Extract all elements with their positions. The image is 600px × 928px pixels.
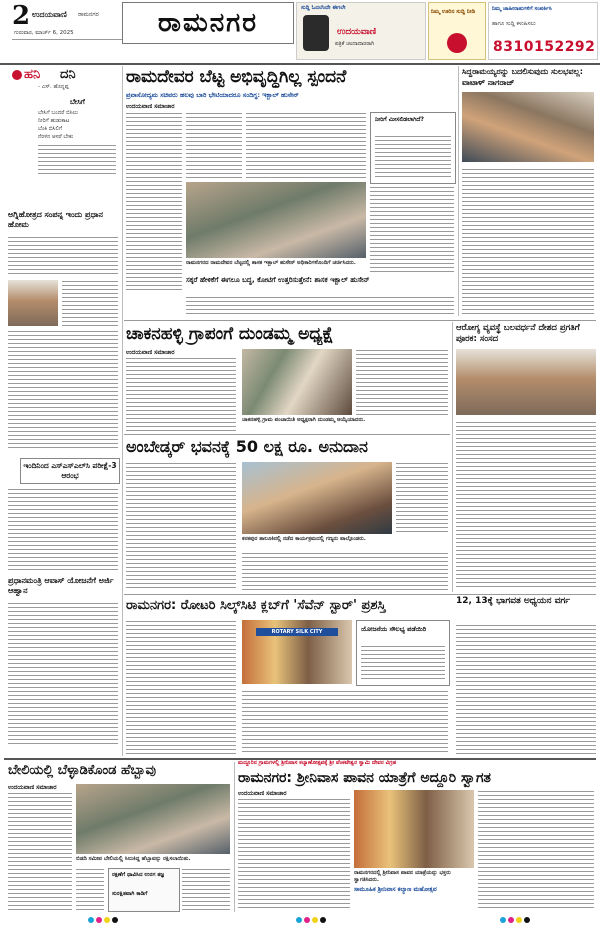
left-column-rule — [122, 66, 123, 756]
rotary-box-body — [361, 645, 445, 681]
column-hani-dani — [8, 68, 118, 218]
lead-photo-caption: ರಾಮನಗರದ ರಾಮದೇವರ ಬೆಟ್ಟದಲ್ಲಿ ಶಾಸಕ ಇಕ್ಬಾಲ್ ಹುಸೇನ್ ಅಧಿಕಾರಿಗಳೊಂದಿಗೆ ಚರ್ಚಿಸಿದರು. — [186, 260, 356, 266]
ad-subscribe-line1: ಸುದ್ದಿ ಓದಲೆಂದೇ ಈಗಲೇ — [301, 5, 346, 11]
pm-headline: ಪ್ರಧಾನಮಂತ್ರಿ ಆವಾಸ್ ಯೋಜನೆಗೆ ಅರ್ಜಿ ಆಹ್ವಾನ — [8, 576, 114, 595]
chakanahalli-caption: ಚಾಕನಹಳ್ಳಿ ಗ್ರಾಮ ಪಂಚಾಯಿತಿ ಅಧ್ಯಕ್ಷರಾಗಿ ದುಂಡಮ್ಮ ಆಯ್ಕೆಯಾದರು. — [242, 417, 366, 423]
ad-subscribe-line2: ಉದಯವಾಣಿ — [337, 27, 377, 37]
poem-line: ನೀರಿಗೆ ಹುಡುಕಾಟ — [38, 118, 70, 124]
classes-headline: 12, 13ಕ್ಕೆ ಭಾಗವತ ಅಧ್ಯಯನ ವರ್ಗ — [456, 596, 570, 606]
story-sslc — [8, 458, 118, 573]
srinivasa-caption: ರಾಮನಗರದಲ್ಲಿ ಶ್ರೀನಿವಾಸ ಪಾವನ ಯಾತ್ರೆಯನ್ನು ಭಕ್ತರು ಸ್ವಾಗತಿಸಿದರು. — [354, 870, 451, 883]
hani-author: - ಎಸ್. ಹೊನ್ನಪ್ಪ — [38, 84, 69, 90]
chakanahalli-byline: ಉದಯವಾಣಿ ಸಮಾಚಾರ — [126, 349, 175, 356]
story-srinivasa — [238, 760, 594, 912]
ad-contact[interactable] — [488, 2, 598, 60]
leopard-body-2 — [182, 868, 230, 910]
story-leopard — [8, 762, 230, 912]
lead-box-title: ನೀರಿಗೆ ಮೀಸಲಿಡಲಾಗಿದೆ? — [375, 116, 424, 123]
lead-body-col1 — [126, 112, 182, 292]
sslc-body — [8, 488, 118, 572]
rotary-banner: ROTARY SILK CITY — [256, 628, 338, 636]
chakanahalli-body-2 — [356, 349, 448, 415]
story-health — [456, 323, 596, 591]
story-pm-awas — [8, 576, 118, 746]
poem-line: ನೆರಳಿನ ಆಸರೆ ಬೇಕು — [38, 134, 74, 140]
hani-title-a: ಹನಿ — [24, 67, 41, 82]
srinivasa-subhead: ಸಾಮೂಹಿಕ ಶ್ರೀನಿವಾಸ ಕಲ್ಯಾಣ ಮಹೋತ್ಸವ — [354, 886, 437, 893]
right-top-headline: ಸಿದ್ದರಾಮಯ್ಯರನ್ನು ಬದಲಿಸುವುದು ಸುಲಭವಲ್ಲ: ವಾಟಾಳ್ ನಾಗರಾಜ್ — [462, 67, 583, 87]
ambedkar-body-3 — [242, 552, 448, 590]
lead-byline: ಉದಯವಾಣಿ ಸಮಾಚಾರ — [126, 103, 175, 110]
agni-body-2 — [62, 280, 118, 326]
rotary-box — [356, 620, 450, 686]
leopard-body — [8, 792, 72, 910]
lead-subheadline: ಪ್ರವಾಸೋದ್ಯಮ ಸಚಿವರು ಹಲವು ಬಾರಿ ಭೇಟಿಯಾದರೂ ಸಂದಿಗ್ಧ: ಇಕ್ಬಾಲ್ ಹುಸೇನ್ — [126, 91, 299, 99]
classes-body — [456, 624, 596, 754]
story-agni — [8, 210, 118, 455]
ad-contact-phone: 8310152292 — [493, 39, 596, 55]
issue-date: ಗುರುವಾರ, ಮಾರ್ಚ್ 6, 2025 — [14, 30, 74, 36]
leopard-caption: ಬಿಡದಿ ಸಮೀಪ ಬೇಲಿಯಲ್ಲಿ ಸಿಲುಕಿದ್ದ ಹೆಬ್ಬಾವನ್ನು ರಕ್ಷಿಸಲಾಯಿತು. — [76, 856, 191, 862]
poem-title: ಬೇಸಿಗೆ — [70, 98, 85, 106]
rule-row-4 — [124, 594, 596, 595]
right-top-body — [462, 168, 594, 316]
print-marks — [0, 914, 600, 928]
ambedkar-headline: ಅಂಬೇಡ್ಕರ್ ಭವನಕ್ಕೆ 50 ಲಕ್ಷ ರೂ. ಅನುದಾನ — [126, 437, 368, 456]
rule-row-2 — [124, 320, 596, 321]
rotary-body-2 — [242, 690, 448, 754]
chakanahalli-headline: ಚಾಕನಹಳ್ಳಿ ಗ್ರಾಪಂಗೆ ದುಂಡಮ್ಮ ಅಧ್ಯಕ್ಷೆ — [126, 324, 334, 344]
ad-news-text: ನಿಮ್ಮ ಊರಿನ ಸುದ್ದಿ ನೀಡಿ — [431, 9, 476, 15]
health-photo — [456, 349, 596, 415]
ambedkar-body-2 — [396, 462, 448, 534]
lead-photo — [186, 182, 366, 258]
lead-subhead-2: ಸಕ್ಕರೆ ಹೇಳಿಕೆಗೆ ಈಗಲೂ ಬದ್ಧ, ಕೋಟಿಗೆ ಉತ್ತರಿಸುತ್ತೇನೆ: ಶಾಸಕ ಇಕ್ಬಾಲ್ ಹುಸೇನ್ — [186, 276, 370, 284]
leopard-headline: ಬೇಲಿಯಲ್ಲಿ ಬೆಳ್ಳಾಡಿಕೊಂಡ ಹೆಬ್ಬಾವು — [8, 763, 157, 778]
masthead — [0, 0, 600, 62]
rotary-headline: ರಾಮನಗರ: ರೋಟರಿ ಸಿಲ್ಕ್‌ಸಿಟಿ ಕ್ಲಬ್‌ಗೆ 'ಸೆವೆನ್ ಸ್ಟಾರ್' ಪ್ರಶಸ್ತಿ — [126, 598, 386, 613]
leopard-photo — [76, 784, 230, 854]
lead-right-rule — [458, 66, 459, 316]
lead-body-col5 — [370, 186, 454, 274]
lead-headline: ರಾಮದೇವರ ಬೆಟ್ಟ ಅಭಿವೃದ್ಧಿಗಿಲ್ಲ ಸ್ಪಂದನೆ — [126, 67, 347, 87]
srinivasa-headline: ರಾಮನಗರ: ಶ್ರೀನಿವಾಸ ಪಾವನ ಯಾತ್ರೆಗೆ ಅದ್ದೂರಿ ಸ್ವಾಗತ — [238, 770, 491, 786]
story-chakanahalli — [126, 323, 450, 433]
srinivasa-byline: ಉದಯವಾಣಿ ಸಮಾಚಾರ — [238, 790, 287, 797]
srinivasa-photo — [354, 790, 474, 868]
agni-body-3 — [8, 330, 118, 450]
ad-contact-line2: ಹಾಗೂ ಸುದ್ದಿ ಕಳುಹಿಸಲು — [492, 21, 536, 27]
lead-sidebox — [370, 112, 456, 184]
hani-logo-icon — [12, 70, 22, 80]
lead-body-col3 — [246, 112, 366, 178]
srinivasa-body-2 — [478, 790, 594, 910]
masthead-rule — [0, 63, 600, 65]
story-right-top — [462, 66, 594, 318]
phone-icon — [303, 15, 329, 51]
chakanahalli-body — [126, 357, 236, 431]
story-lead — [126, 66, 456, 318]
rule-row-3 — [124, 434, 450, 435]
ad-contact-line1: ನಿಮ್ಮ ಜಾಹೀರಾತುಗಳಿಗೆ ಸಂಪರ್ಕಿಸಿ — [492, 6, 552, 12]
edition-name: ರಾಮನಗರ — [78, 11, 99, 18]
pm-body — [8, 602, 118, 746]
leopard-body-3 — [76, 868, 104, 910]
story-classes — [456, 596, 596, 756]
health-headline: ಆರೋಗ್ಯ ವ್ಯವಸ್ಥೆ ಬಲವರ್ಧನೆ ದೇಶದ ಪ್ರಗತಿಗೆ ಪೂರಕ: ಸಂಸದ — [456, 323, 580, 344]
ambedkar-photo — [242, 462, 392, 534]
lead-body-col2 — [186, 112, 242, 178]
agni-photo — [8, 280, 58, 326]
ad-subscribe[interactable] — [296, 2, 426, 60]
leopard-box — [108, 868, 180, 912]
ambedkar-caption: ಕನಕಪುರ ತಾಲೂಕಿನಲ್ಲಿ ನಡೆದ ಕಾರ್ಯಕ್ರಮದಲ್ಲಿ ಗಣ್ಯರು ಪಾಲ್ಗೊಂಡರು. — [242, 536, 366, 542]
srinivasa-body-1 — [238, 798, 350, 910]
mid-right-rule — [452, 322, 453, 592]
poem-body — [38, 144, 116, 174]
paper-name: ಉದಯವಾಣಿ — [32, 10, 67, 19]
hani-title-b: ದನಿ — [60, 67, 76, 82]
section-title: ರಾಮನಗರ — [122, 2, 294, 44]
agni-headline: ಅಗ್ನಿಹೋತ್ರದ ಸಂಪನ್ನ ಇಂದು ಪ್ರಧಾನ ಹೋಮ — [8, 210, 103, 229]
right-top-photo — [462, 92, 594, 162]
sslc-headline: ಇಂದಿನಿಂದ ಎಸ್‌ಎಸ್‌ಎಲ್‌ಸಿ ಪರೀಕ್ಷೆ-3 ಆರಂಭ — [20, 458, 120, 484]
chakanahalli-photo — [242, 349, 352, 415]
agni-body-1 — [8, 236, 118, 276]
mic-icon — [447, 33, 467, 53]
rotary-body — [126, 620, 236, 754]
ad-subscribe-line3: ಪತ್ರಿಕೆ ಚಂದಾದಾರರಾಗಿ — [335, 41, 375, 47]
health-body — [456, 421, 596, 589]
leopard-box-item: ಸುರಕ್ಷಿತವಾಗಿ ಕಾಡಿಗೆ — [112, 891, 148, 897]
page-number: 2 — [12, 1, 31, 31]
rotary-photo — [242, 620, 352, 684]
ambedkar-body — [126, 462, 236, 590]
rotary-box-title: ಯೋಜನೆಯ ಸೌಲಭ್ಯ ಪಡೆಯಿರಿ — [361, 625, 427, 633]
story-rotary — [126, 596, 450, 756]
story-ambedkar — [126, 436, 450, 592]
leopard-byline: ಉದಯವಾಣಿ ಸಮಾಚಾರ — [8, 784, 57, 791]
poem-line: ಬೇಸಿಗೆ ಬಂದರೆ ಬಿಸಿಲು — [38, 110, 78, 116]
bottom-rule — [234, 762, 235, 912]
leopard-box-item: ರಕ್ಷಣೆಗೆ ಧಾವಿಸಿದ ಉರಗ ತಜ್ಞ — [112, 872, 164, 878]
masthead-underline — [12, 39, 122, 40]
lead-box-body — [375, 135, 451, 179]
srinivasa-kicker: ಮದ್ದೂರಿನ ಗ್ರಾಮಗಳಲ್ಲಿ ಶ್ರೀನಿವಾಸ ಕಲ್ಯಾಣೋತ್ಸವಕ್ಕೆ ಶ್ರೀ ವೆಂಕಟೇಶ್ವರ ಸ್ವಾಮಿ ದೇವರ ವಿಗ್ರಹ — [238, 760, 397, 766]
poem-line: ಬೆಂಕಿ ಬಿಸಿಲಿಗೆ — [38, 126, 63, 132]
ad-news[interactable] — [428, 2, 486, 60]
lead-body-col4 — [186, 296, 454, 316]
